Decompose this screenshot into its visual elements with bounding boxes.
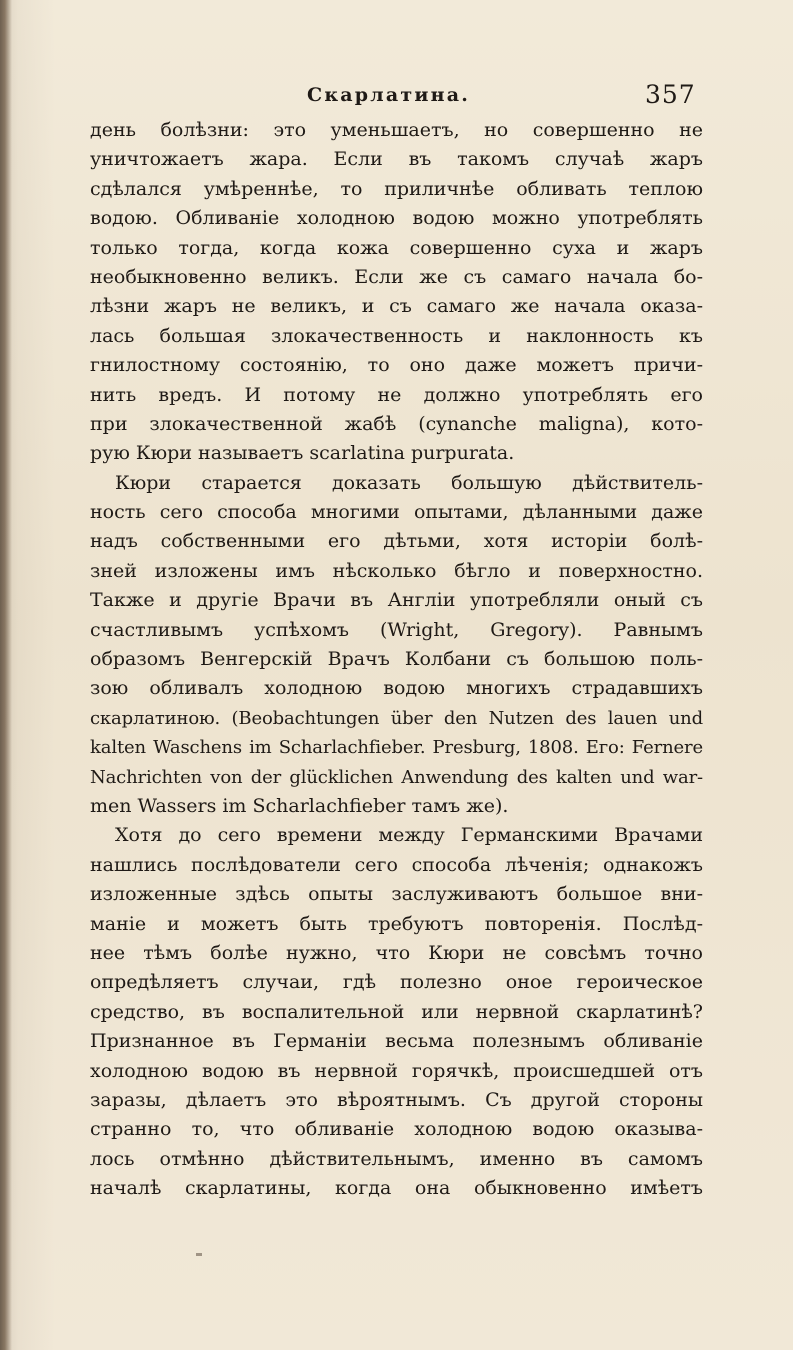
text-line: заразы, дѣлаетъ это вѣроятнымъ. Съ другой стороны (90, 1088, 703, 1111)
text-line: Признанное въ Германіи весьма полезнымъ обливаніе (90, 1030, 703, 1053)
text-line: Nachrichten von der glücklichen Anwendung des kalten und war- (90, 766, 703, 788)
text-line: ность сего способа многими опытами, дѣланными даже (90, 501, 703, 524)
text-line: только тогда, когда кожа совершенно суха и жаръ (90, 236, 703, 259)
text-line: опредѣляетъ случаи, гдѣ полезно оное героическое (90, 971, 703, 994)
text-line: kalten Waschens im Scharlachfieber. Presburg, 1808. Его: Fernere (90, 737, 703, 759)
text-line: гнилостному состоянію, то оно даже можетъ причи- (90, 354, 703, 377)
text-line: зою обливалъ холодною водою многихъ страдавшихъ (90, 677, 703, 700)
text-line: день болѣзни: это уменьшаетъ, но совершенно не (90, 119, 703, 141)
text-line: лось отмѣнно дѣйствительнымъ, именно въ самомъ (90, 1147, 703, 1170)
text-line: зней изложены имъ нѣсколько бѣгло и поверхностно. (90, 559, 703, 582)
text-line: странно то, что обливаніе холодною водою оказыва- (90, 1118, 703, 1141)
text-line: маніе и можетъ быть требуютъ повторенія. Послѣд- (90, 912, 703, 935)
ink-speck (196, 1253, 202, 1256)
text-line: уничтожаетъ жара. Если въ такомъ случаѣ жаръ (90, 148, 703, 171)
text-line: нее тѣмъ болѣе нужно, что Кюри не совсѣмъ точно (90, 941, 703, 964)
page-header (0, 80, 793, 114)
text-line: Также и другіе Врачи въ Англіи употребляли оный съ (90, 589, 703, 612)
text-line: изложенные здѣсь опыты заслуживаютъ большое вни- (90, 883, 703, 906)
text-line: Кюри старается доказать большую дѣйствитель- (115, 471, 703, 494)
text-line: средство, въ воспалительной или нервной скарлатинѣ? (90, 1000, 703, 1023)
running-title: Скарлатина. (307, 84, 471, 106)
text-line: надъ собственными его дѣтьми, хотя исторіи болѣ- (90, 530, 703, 553)
book-spine-shadow (0, 0, 12, 1350)
text-line: водою. Обливаніе холодною водою можно употреблять (90, 207, 703, 230)
text-line: холодною водою въ нервной горячкѣ, происшедшей отъ (90, 1059, 703, 1082)
page-number: 357 (645, 80, 696, 109)
text-line: лѣзни жаръ не великъ, и съ самаго же начала оказа- (90, 295, 703, 318)
text-line: рую Кюри называетъ scarlatina purpurata. (90, 442, 515, 465)
text-line: лась большая злокачественность и наклонность къ (90, 324, 703, 347)
text-line: счастливымъ успѣхомъ (Wright, Gregory). Равнымъ (90, 618, 703, 641)
text-line: нашлись послѣдователи сего способа лѣченія; однакожъ (90, 853, 703, 876)
text-line: сдѣлался умѣреннѣе, то приличнѣе обливать теплою (90, 177, 703, 200)
text-line: необыкновенно великъ. Если же съ самаго начала бо- (90, 265, 703, 288)
text-line: нить вредъ. И потому не должно употреблять его (90, 383, 703, 406)
text-line: началѣ скарлатины, когда она обыкновенно имѣетъ (90, 1177, 703, 1200)
text-line: образомъ Венгерскій Врачъ Колбани съ большою поль- (90, 648, 703, 671)
text-line: скарлатиною. (Beobachtungen über den Nutzen des lauen und (90, 707, 703, 729)
body-text (90, 116, 703, 1203)
text-line: men Wassers im Scharlachfieber тамъ же). (90, 794, 509, 817)
text-line: Хотя до сего времени между Германскими Врачами (115, 824, 703, 847)
text-line: при злокачественной жабѣ (cynanche maligna), кото- (90, 412, 703, 435)
